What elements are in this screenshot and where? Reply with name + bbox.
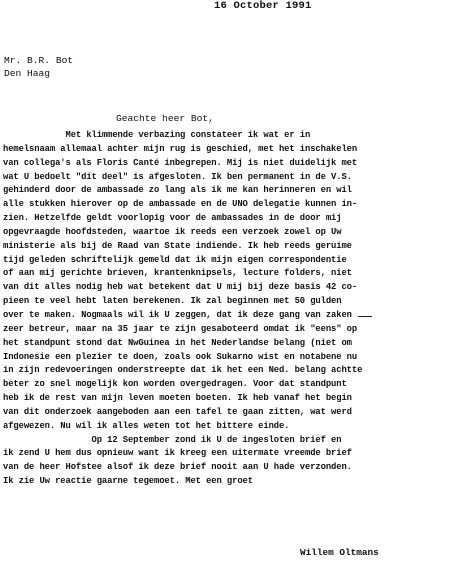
body-line: heb ik de rest van mijn leven moeten boeten. Ik heb vanaf het begin	[3, 393, 352, 404]
body-line: zien. Hetzelfde geldt voorlopig voor de ambassades in de door mij	[3, 213, 342, 224]
body-line: afgewezen. Nu wil ik alles weten tot het bittere einde.	[3, 420, 290, 431]
body-line: wat U bedoelt "dit deel" is afgesloten. Ik ben permanent in de V.S.	[3, 171, 352, 182]
body-line: ministerie als bij de Raad van State indiende. Ik heb reeds geruime	[3, 240, 352, 251]
body-line: over te maken. Nogmaals wil ik U zeggen, dat ik deze gang van zaken	[3, 309, 352, 320]
body-line: of aan mij gerichte brieven, krantenknipsels, lecture folders, niet	[3, 268, 352, 279]
body-line: alle stukken hierover op de ambassade en de UNO delegatie kunnen in-	[3, 199, 358, 210]
body-line: Ik zie Uw reactie gaarne tegemoet. Met een groet	[3, 476, 253, 487]
body-line: Indonesie een plezier te doen, zoals ook Sukarno wist en notabene nu	[3, 351, 358, 362]
body-line: van dit alles nodig heb wat betekent dat U mij bij deze basis 42 co-	[3, 282, 358, 293]
recipient-address	[4, 54, 73, 80]
salutation: Geachte heer Bot,	[116, 113, 214, 124]
body-line: opgevraagde hoofdsteden, waartoe ik reeds een verzoek zowel op Uw	[3, 226, 342, 237]
body-line: zeer betreur, maar na 35 jaar te zijn gesaboteerd omdat ik "eens" op	[3, 323, 358, 334]
body-line: hemelsnaam allemaal achter mijn rug is geschied, met het inschakelen	[3, 143, 358, 154]
signature-name: Willem Oltmans	[300, 547, 379, 558]
body-line: het standpunt stond dat NwGuinea in het Nederlandse belang (niet om	[3, 337, 352, 348]
body-line: beter zo snel mogelijk kon worden overgedragen. Voor dat standpunt	[3, 379, 347, 390]
body-line: in zijn redevoeringen onderstreepte dat ik het een Ned. belang achtte	[3, 365, 363, 376]
letter-date: 16 October 1991	[214, 0, 312, 12]
handwritten-strike-mark	[358, 316, 372, 317]
body-line: van de heer Hofstee alsof ik deze brief nooit aan U hade verzonden.	[3, 462, 352, 473]
body-line: ik zend U hem dus opnieuw want ik kreeg een uitermate vreemde brief	[3, 448, 352, 459]
body-line: gehinderd door de ambassade zo lang als ik me kan herinneren en wil	[3, 185, 352, 196]
body-line: van collega's als Floris Canté inbegrepen. Mij is niet duidelijk met	[3, 157, 358, 168]
recipient-name: Mr. B.R. Bot	[4, 55, 74, 66]
recipient-city: Den Haag	[4, 68, 51, 79]
body-line: Op 12 September zond ik U de ingesloten brief en	[3, 434, 342, 445]
letter-body	[3, 129, 450, 489]
body-line: tijd geleden schriftelijk gemeld dat ik mijn eigen correspondentie	[3, 254, 347, 265]
body-line: Met klimmende verbazing constateer ik wat er in	[3, 130, 311, 140]
body-line: van dit onderzoek aangeboden aan een tafel te gaan zitten, wat werd	[3, 406, 352, 417]
body-line: pieen te veel hebt laten berekenen. Ik zal beginnen met 50 gulden	[3, 296, 342, 307]
